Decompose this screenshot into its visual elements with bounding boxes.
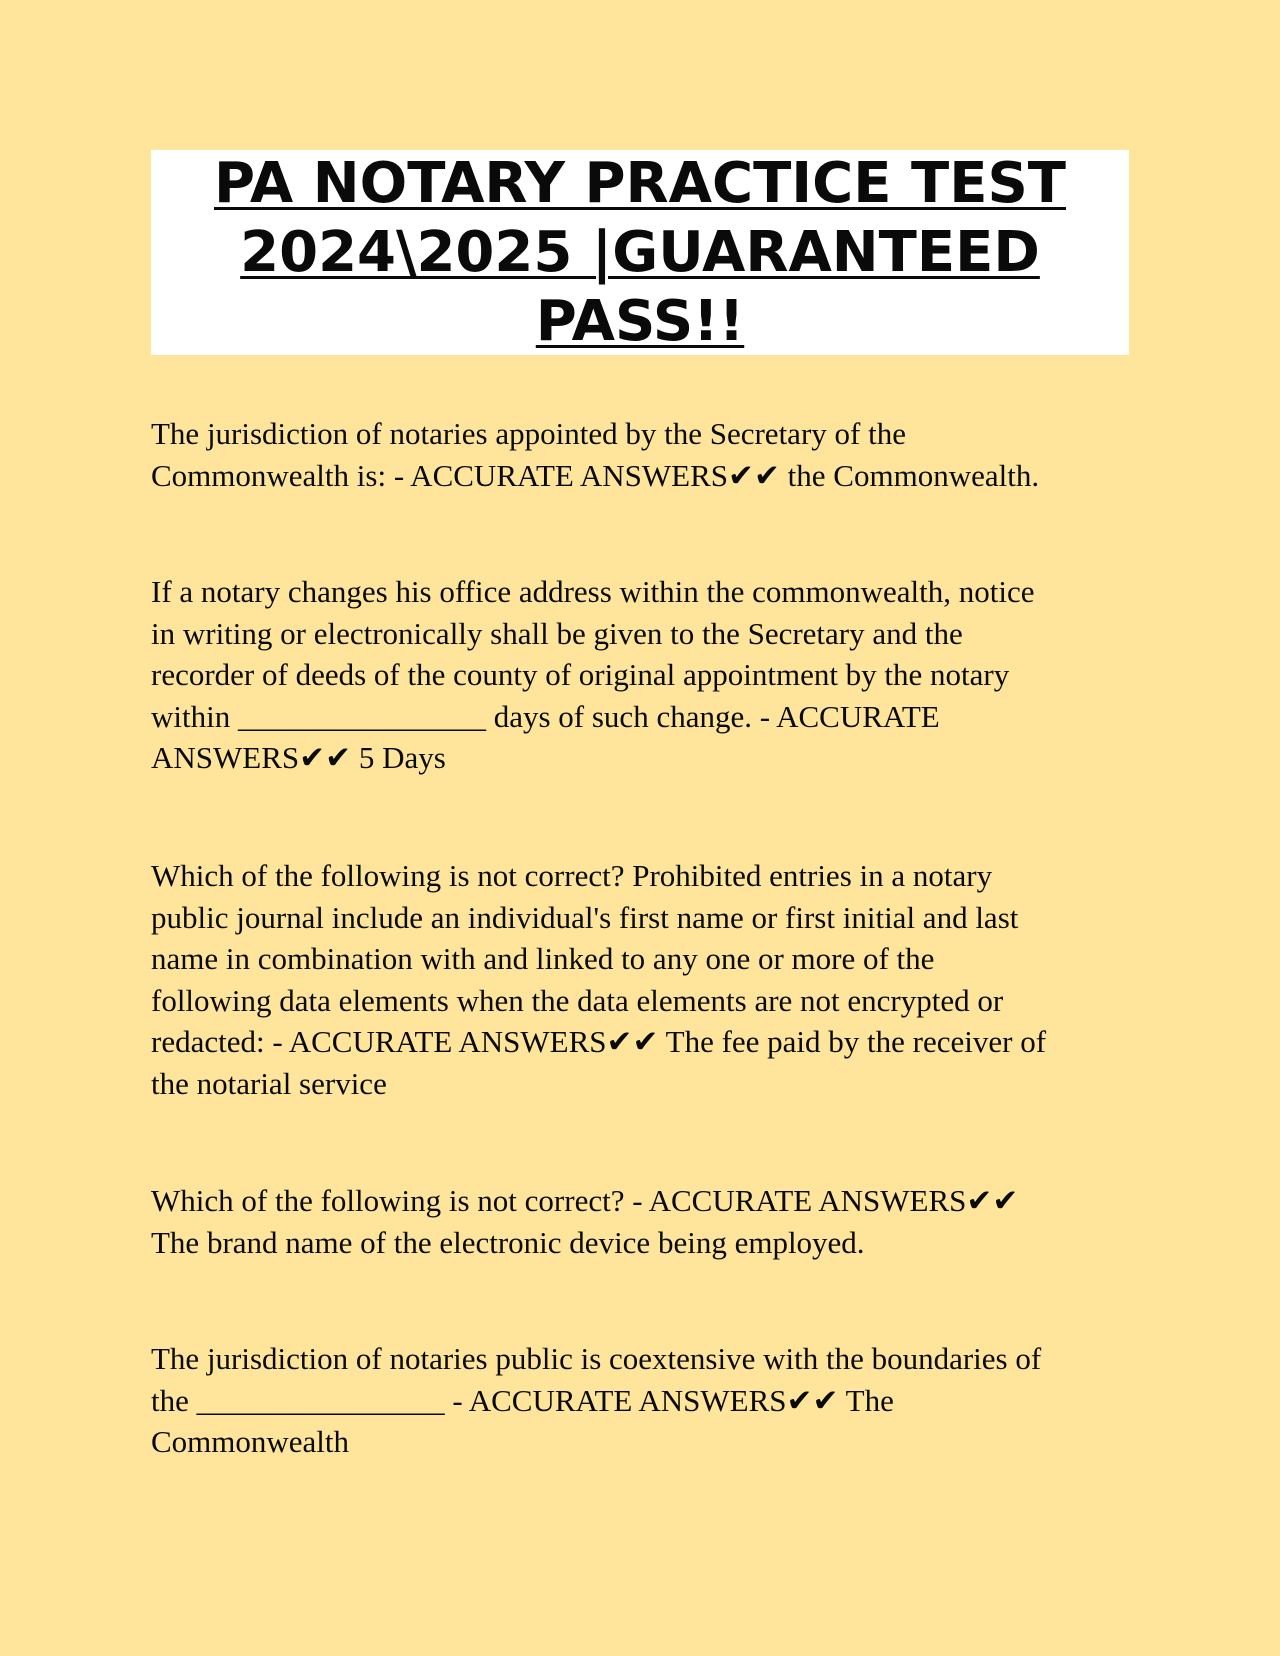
qa-item-4: Which of the following is not correct? - ACCURATE ANSWERS✔✔ The brand name of the electronic device being employed.	[151, 1183, 1019, 1260]
document-title: PA NOTARY PRACTICE TEST 2024\2025 |GUARANTEED PASS!!	[214, 151, 1066, 354]
qa-item-3: Which of the following is not correct? Prohibited entries in a notary public journal include an individual's first name or first initial and last name in combination with and linked to any one or more of the following data elements when the data elements are not encrypted or redacted: - ACCURATE ANSWERS✔✔ The fee paid by the receiver of the notarial service	[151, 858, 1047, 1101]
qa-item-2: If a notary changes his office address within the commonwealth, notice in writing or electronically shall be given to the Secretary and the recorder of deeds of the county of original appointment by the notary within ________________ days of such change. - ACCURATE ANSWERS✔✔ 5 Days	[151, 574, 1035, 776]
qa-item-5: The jurisdiction of notaries public is coextensive with the boundaries of the ________________ - ACCURATE ANSWERS✔✔ The Commonwealth	[151, 1341, 1042, 1460]
qa-item-1: The jurisdiction of notaries appointed by the Secretary of the Commonwealth is: - ACCURATE ANSWERS✔✔ the Commonwealth.	[151, 416, 1040, 493]
title-banner	[151, 150, 1129, 355]
